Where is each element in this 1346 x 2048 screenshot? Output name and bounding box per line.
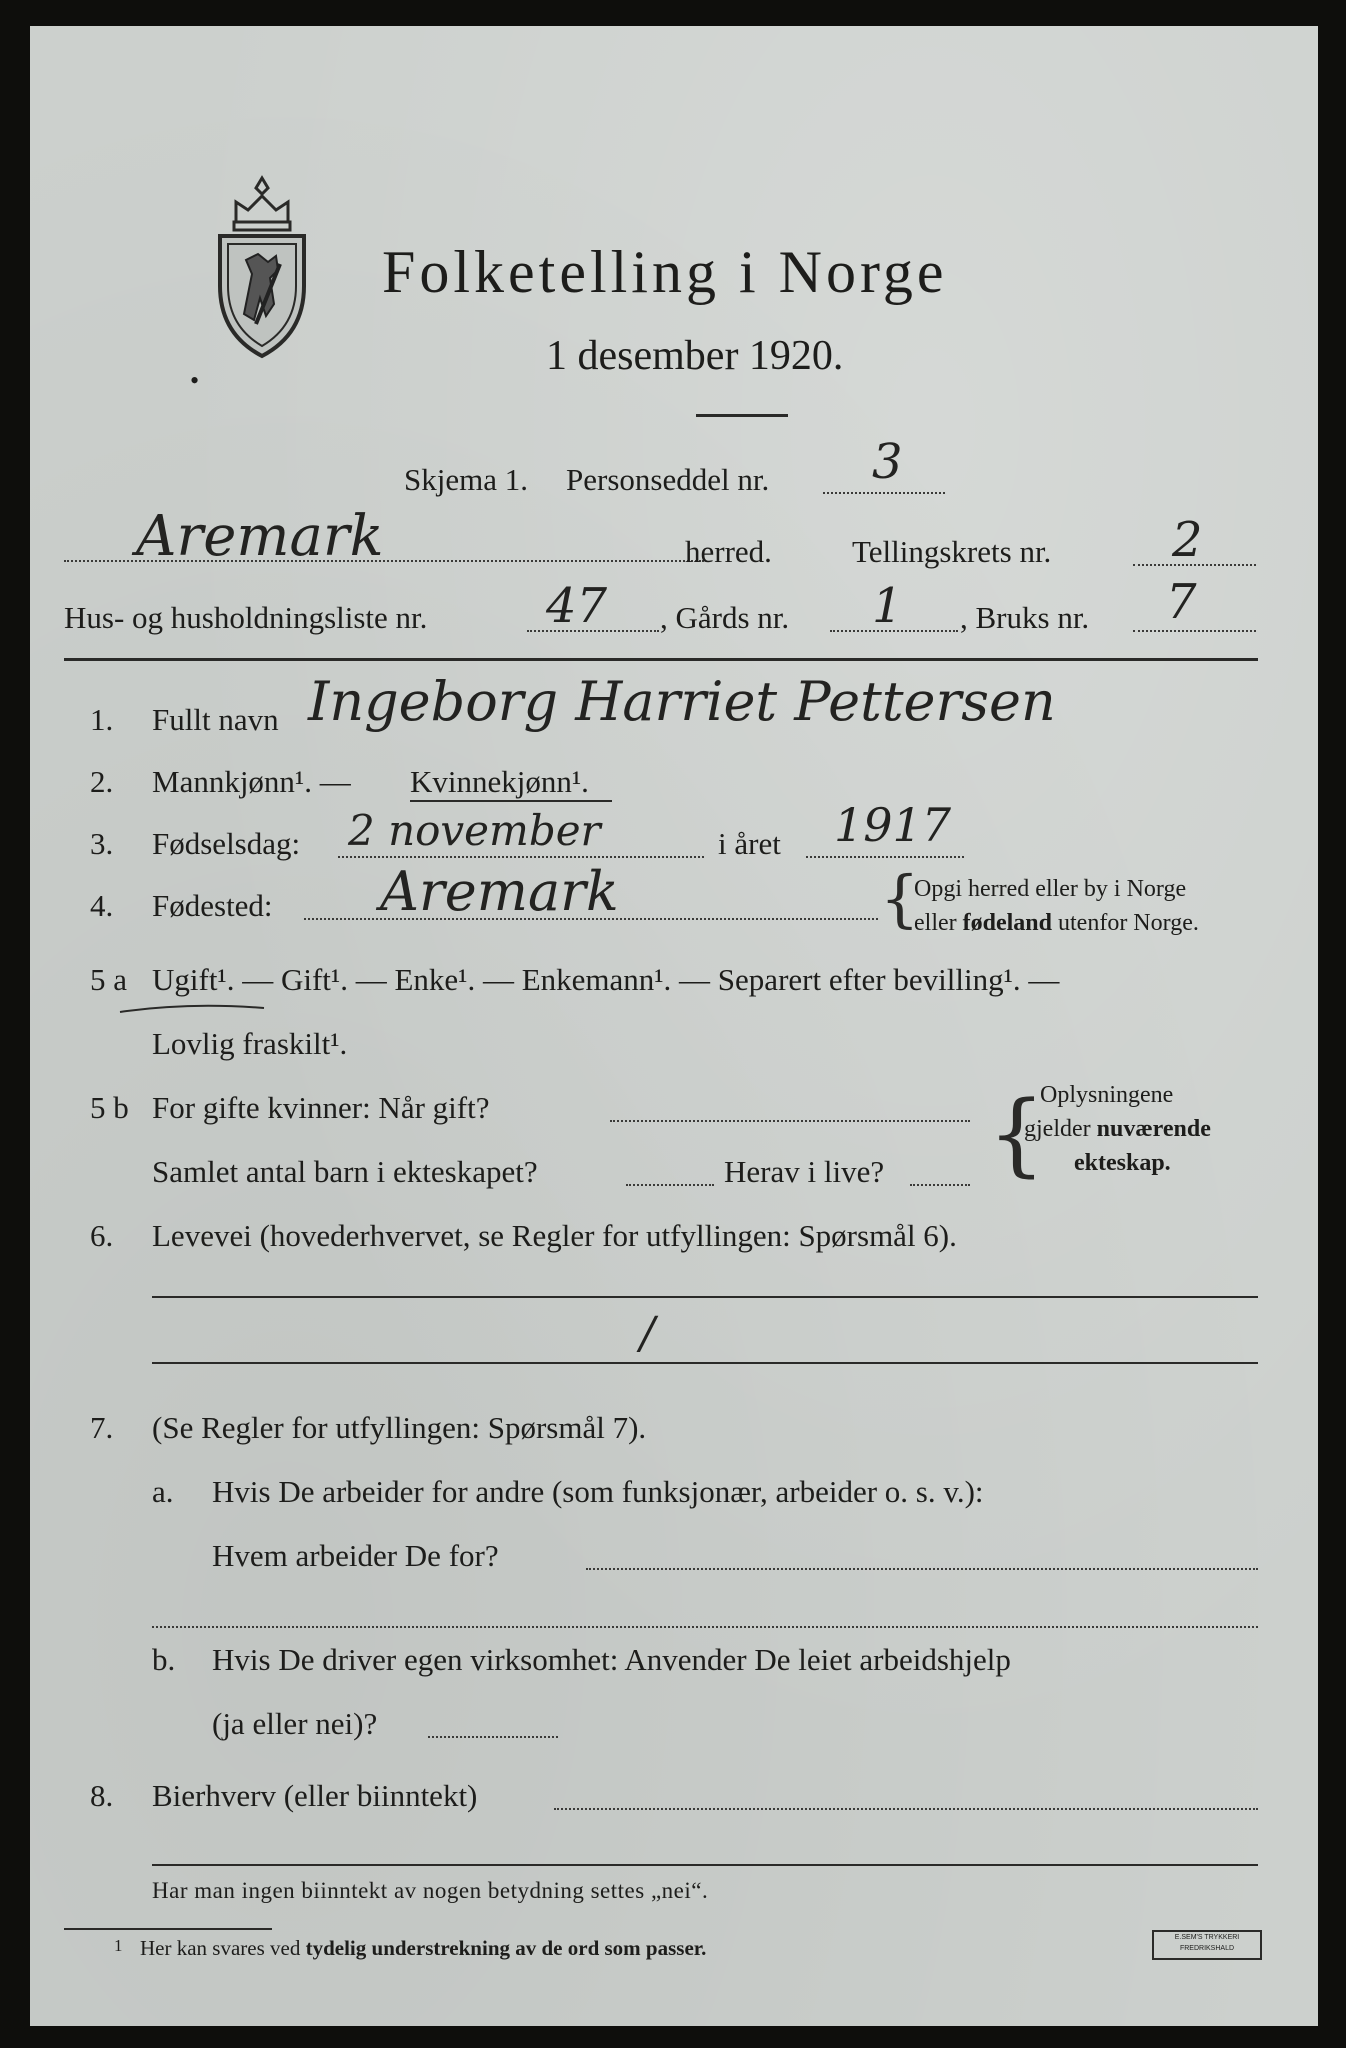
footnote-divider (64, 1928, 272, 1930)
printer-line2: FREDRIKSHALD (1179, 1945, 1235, 1952)
personseddel-label: Personseddel nr. (566, 462, 770, 497)
herred-value: Aremark (136, 504, 384, 569)
q5b-note-line3: ekteskap. (1074, 1150, 1171, 1176)
personseddel-line (823, 492, 945, 494)
footer-note: Har man ingen biinntekt av nogen betydning settes „nei“. (152, 1878, 709, 1903)
q3-year-line (806, 856, 964, 858)
q3-label: Fødselsdag: (152, 826, 301, 861)
bruks-line (1133, 630, 1256, 632)
q5b-married-line (610, 1120, 970, 1122)
q5b-number: 5 b (90, 1090, 129, 1125)
census-form (30, 26, 1318, 2026)
q1-number: 1. (90, 702, 114, 737)
q5b-note-line1: Oplysningene (1040, 1082, 1174, 1108)
q1-label: Fullt navn (152, 702, 279, 737)
q6-value: / (640, 1308, 655, 1359)
herred-label: herred. (685, 534, 772, 569)
q2-number: 2. (90, 764, 114, 799)
q5b-alive-line (910, 1184, 970, 1186)
printer-line1: E.SEM'S TRYKKERI (1174, 1934, 1240, 1941)
footnote-text: Her kan svares ved tydelig understrekning av de ord som passer. (140, 1936, 707, 1960)
q6-answer-line1 (152, 1296, 1258, 1298)
hus-value: 47 (546, 578, 608, 634)
schema-label: Skjema 1. (404, 462, 528, 497)
census-date: 1 desember 1920. (546, 333, 844, 379)
q5b-children-label: Samlet antal barn i ekteskapet? (152, 1154, 538, 1189)
q6-answer-line2 (152, 1362, 1258, 1364)
q8-number: 8. (90, 1778, 114, 1813)
q8-label: Bierhverv (eller biinntekt) (152, 1778, 478, 1813)
personseddel-value: 3 (872, 434, 903, 490)
mark-dot: • (190, 366, 200, 395)
q3-number: 3. (90, 826, 114, 861)
title-divider (696, 414, 788, 417)
q3-day-line (338, 856, 704, 858)
printer-stamp (1152, 1930, 1262, 1960)
q6-label: Levevei (hovederhvervet, se Regler for utfyllingen: Spørsmål 6). (152, 1218, 957, 1253)
q7b-answer-line (428, 1736, 558, 1738)
q7-label: (Se Regler for utfyllingen: Spørsmål 7). (152, 1410, 647, 1445)
q4-label: Fødested: (152, 888, 273, 923)
q6-number: 6. (90, 1218, 114, 1253)
q7b-number: b. (152, 1642, 176, 1677)
gards-label: , Gårds nr. (660, 600, 790, 635)
q8-answer-line (554, 1808, 1258, 1810)
q7a-answer-line2 (152, 1626, 1258, 1628)
hus-label: Hus- og husholdningsliste nr. (64, 600, 428, 635)
q4-number: 4. (90, 888, 114, 923)
q4-brace: { (880, 862, 920, 935)
tellingskrets-value: 2 (1172, 512, 1203, 568)
coat-of-arms-icon (212, 174, 312, 360)
header-divider (64, 658, 1258, 661)
q5a-ugift-underline (118, 998, 268, 1018)
q7a-answer-line (586, 1568, 1258, 1570)
q2-mann-option: Mannkjønn¹. — (152, 764, 351, 799)
form-title: Folketelling i Norge (382, 239, 948, 305)
q7b-line2: (ja eller nei)? (212, 1706, 378, 1741)
q1-full-name-value: Ingeborg Harriet Pettersen (308, 670, 1056, 733)
q3-year-value: 1917 (834, 798, 952, 852)
q7-number: 7. (90, 1410, 114, 1445)
bruks-label: , Bruks nr. (960, 600, 1090, 635)
q3-day-value: 2 november (348, 806, 601, 855)
q5b-line1: For gifte kvinner: Når gift? (152, 1090, 490, 1125)
q8-answer-line2 (152, 1864, 1258, 1866)
q2-kvinne-option: Kvinnekjønn¹. (410, 764, 589, 799)
q5a-number: 5 a (90, 962, 128, 997)
bruks-value: 7 (1166, 574, 1197, 630)
q3-year-label: i året (718, 826, 781, 861)
q4-note-line2: eller fødeland utenfor Norge. (914, 910, 1199, 936)
q5b-brace: { (988, 1082, 1046, 1187)
q5b-children-line (626, 1184, 714, 1186)
q7a-number: a. (152, 1474, 174, 1509)
q7a-line1: Hvis De arbeider for andre (som funksjonær, arbeider o. s. v.): (212, 1474, 984, 1509)
q5a-options-line2: Lovlig fraskilt¹. (152, 1026, 348, 1061)
q5b-alive-label: Herav i live? (724, 1154, 885, 1189)
gards-value: 1 (872, 578, 903, 634)
q4-note-line1: Opgi herred eller by i Norge (914, 876, 1187, 902)
q5a-options-line1: Ugift¹. — Gift¹. — Enke¹. — Enkemann¹. — Separert efter bevilling¹. — (152, 962, 1060, 997)
q5b-note-line2: gjelder nuværende (1024, 1116, 1211, 1142)
q7b-line1: Hvis De driver egen virksomhet: Anvender De leiet arbeidshjelp (212, 1642, 1011, 1677)
footnote-mark: 1 (114, 1936, 123, 1955)
q4-birthplace-value: Aremark (380, 860, 619, 923)
tellingskrets-label: Tellingskrets nr. (852, 534, 1052, 569)
q7a-line2: Hvem arbeider De for? (212, 1538, 499, 1573)
q2-kvinne-underline (410, 800, 612, 802)
